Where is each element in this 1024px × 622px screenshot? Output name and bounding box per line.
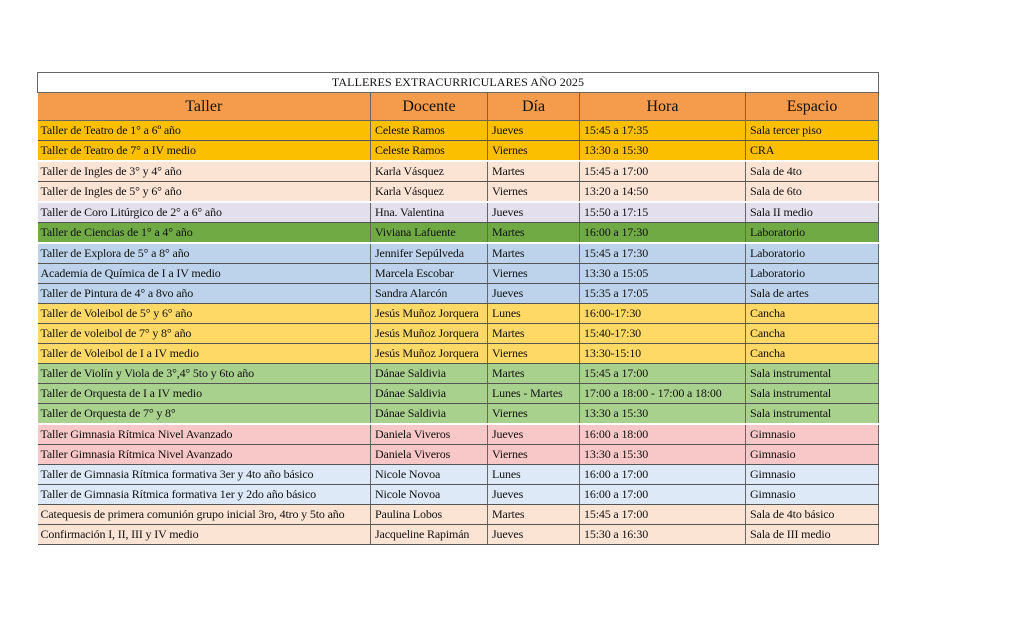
cell-docente: Jennifer Sepúlveda xyxy=(371,243,488,264)
cell-taller: Catequesis de primera comunión grupo inicial 3ro, 4tro y 5to año xyxy=(38,505,371,525)
cell-taller: Taller de Explora de 5° a 8° año xyxy=(38,243,371,264)
cell-hora: 15:45 a 17:35 xyxy=(580,121,746,141)
cell-dia: Jueves xyxy=(488,485,580,505)
cell-taller: Taller de Orquesta de 7° y 8° xyxy=(38,404,371,425)
cell-espacio: Cancha xyxy=(746,324,879,344)
table-row xyxy=(38,445,879,465)
table-row xyxy=(38,404,879,425)
table-row xyxy=(38,264,879,284)
table-header-row xyxy=(38,93,879,121)
cell-docente: Karla Vásquez xyxy=(371,161,488,182)
cell-hora: 16:00 a 18:00 xyxy=(580,424,746,445)
cell-hora: 15:30 a 16:30 xyxy=(580,525,746,545)
table-row xyxy=(38,525,879,545)
cell-espacio: Laboratorio xyxy=(746,264,879,284)
cell-taller: Taller de Coro Litúrgico de 2° a 6° año xyxy=(38,202,371,223)
table-row xyxy=(38,121,879,141)
table-row xyxy=(38,465,879,485)
cell-taller: Taller de Ingles de 5° y 6° año xyxy=(38,182,371,203)
table-row xyxy=(38,161,879,182)
cell-hora: 13:20 a 14:50 xyxy=(580,182,746,203)
cell-docente: Jesús Muñoz Jorquera xyxy=(371,324,488,344)
cell-espacio: Gimnasio xyxy=(746,485,879,505)
cell-docente: Sandra Alarcón xyxy=(371,284,488,304)
cell-espacio: Sala tercer piso xyxy=(746,121,879,141)
cell-taller: Taller Gimnasia Rítmica Nivel Avanzado xyxy=(38,424,371,445)
cell-docente: Dánae Saldivia xyxy=(371,364,488,384)
cell-docente: Daniela Viveros xyxy=(371,445,488,465)
cell-espacio: Cancha xyxy=(746,304,879,324)
cell-hora: 15:45 a 17:00 xyxy=(580,364,746,384)
table-row xyxy=(38,182,879,203)
cell-espacio: Sala instrumental xyxy=(746,404,879,425)
cell-espacio: Gimnasio xyxy=(746,445,879,465)
cell-dia: Jueves xyxy=(488,284,580,304)
cell-espacio: Cancha xyxy=(746,344,879,364)
cell-espacio: Sala instrumental xyxy=(746,364,879,384)
table-title: TALLERES EXTRACURRICULARES AÑO 2025 xyxy=(38,73,879,93)
cell-espacio: Sala de III medio xyxy=(746,525,879,545)
cell-hora: 15:45 a 17:30 xyxy=(580,243,746,264)
cell-dia: Lunes xyxy=(488,465,580,485)
cell-hora: 13:30 a 15:30 xyxy=(580,445,746,465)
cell-docente: Dánae Saldivia xyxy=(371,384,488,404)
cell-taller: Taller de Violín y Viola de 3°,4° 5to y 6to año xyxy=(38,364,371,384)
cell-docente: Hna. Valentina xyxy=(371,202,488,223)
cell-docente: Karla Vásquez xyxy=(371,182,488,203)
cell-dia: Viernes xyxy=(488,404,580,425)
cell-hora: 17:00 a 18:00 - 17:00 a 18:00 xyxy=(580,384,746,404)
cell-espacio: CRA xyxy=(746,141,879,162)
cell-dia: Martes xyxy=(488,324,580,344)
cell-taller: Taller de Teatro de 7° a IV medio xyxy=(38,141,371,162)
table-row xyxy=(38,364,879,384)
cell-docente: Jesús Muñoz Jorquera xyxy=(371,304,488,324)
cell-docente: Celeste Ramos xyxy=(371,121,488,141)
cell-dia: Viernes xyxy=(488,344,580,364)
cell-taller: Taller de voleibol de 7° y 8° año xyxy=(38,324,371,344)
header-hora: Hora xyxy=(580,93,746,121)
cell-espacio: Sala instrumental xyxy=(746,384,879,404)
cell-dia: Jueves xyxy=(488,424,580,445)
cell-hora: 16:00 a 17:00 xyxy=(580,465,746,485)
cell-espacio: Sala de artes xyxy=(746,284,879,304)
cell-taller: Taller de Teatro de 1° a 6º año xyxy=(38,121,371,141)
cell-hora: 15:35 a 17:05 xyxy=(580,284,746,304)
cell-docente: Paulina Lobos xyxy=(371,505,488,525)
cell-hora: 13:30 a 15:30 xyxy=(580,404,746,425)
cell-hora: 15:45 a 17:00 xyxy=(580,505,746,525)
cell-dia: Viernes xyxy=(488,264,580,284)
table-row xyxy=(38,505,879,525)
cell-docente: Nicole Novoa xyxy=(371,465,488,485)
table-row xyxy=(38,304,879,324)
cell-taller: Taller de Gimnasia Rítmica formativa 3er y 4to año básico xyxy=(38,465,371,485)
cell-espacio: Laboratorio xyxy=(746,223,879,244)
header-dia: Día xyxy=(488,93,580,121)
cell-hora: 16:00 a 17:30 xyxy=(580,223,746,244)
cell-taller: Taller de Voleibol de 5° y 6° año xyxy=(38,304,371,324)
cell-dia: Jueves xyxy=(488,525,580,545)
table-row xyxy=(38,202,879,223)
cell-hora: 15:45 a 17:00 xyxy=(580,161,746,182)
cell-espacio: Gimnasio xyxy=(746,424,879,445)
cell-espacio: Sala de 4to básico xyxy=(746,505,879,525)
table-row xyxy=(38,485,879,505)
cell-hora: 15:50 a 17:15 xyxy=(580,202,746,223)
cell-taller: Confirmación I, II, III y IV medio xyxy=(38,525,371,545)
cell-dia: Martes xyxy=(488,161,580,182)
cell-espacio: Gimnasio xyxy=(746,465,879,485)
header-taller: Taller xyxy=(38,93,371,121)
workshops-sheet xyxy=(37,72,878,545)
table-row xyxy=(38,223,879,244)
cell-hora: 13:30 a 15:05 xyxy=(580,264,746,284)
cell-dia: Martes xyxy=(488,243,580,264)
table-row xyxy=(38,284,879,304)
cell-docente: Marcela Escobar xyxy=(371,264,488,284)
cell-dia: Jueves xyxy=(488,121,580,141)
header-espacio: Espacio xyxy=(746,93,879,121)
table-row xyxy=(38,324,879,344)
workshops-table xyxy=(37,72,879,545)
cell-dia: Martes xyxy=(488,364,580,384)
cell-taller: Taller de Ingles de 3° y 4° año xyxy=(38,161,371,182)
cell-espacio: Sala de 6to xyxy=(746,182,879,203)
cell-espacio: Laboratorio xyxy=(746,243,879,264)
table-row xyxy=(38,384,879,404)
cell-dia: Viernes xyxy=(488,141,580,162)
table-row xyxy=(38,424,879,445)
cell-docente: Daniela Viveros xyxy=(371,424,488,445)
cell-dia: Jueves xyxy=(488,202,580,223)
cell-taller: Academia de Química de I a IV medio xyxy=(38,264,371,284)
cell-hora: 15:40-17:30 xyxy=(580,324,746,344)
cell-taller: Taller de Pintura de 4° a 8vo año xyxy=(38,284,371,304)
cell-espacio: Sala de 4to xyxy=(746,161,879,182)
cell-espacio: Sala II medio xyxy=(746,202,879,223)
cell-taller: Taller de Voleibol de I a IV medio xyxy=(38,344,371,364)
table-row xyxy=(38,344,879,364)
cell-taller: Taller Gimnasia Rítmica Nivel Avanzado xyxy=(38,445,371,465)
cell-dia: Viernes xyxy=(488,182,580,203)
cell-dia: Viernes xyxy=(488,445,580,465)
cell-docente: Jacqueline Rapimán xyxy=(371,525,488,545)
table-row xyxy=(38,141,879,162)
table-title-row xyxy=(38,73,879,93)
cell-dia: Lunes xyxy=(488,304,580,324)
cell-dia: Martes xyxy=(488,223,580,244)
cell-hora: 16:00 a 17:00 xyxy=(580,485,746,505)
cell-docente: Jesús Muñoz Jorquera xyxy=(371,344,488,364)
cell-dia: Martes xyxy=(488,505,580,525)
table-row xyxy=(38,243,879,264)
cell-dia: Lunes - Martes xyxy=(488,384,580,404)
cell-hora: 13:30-15:10 xyxy=(580,344,746,364)
cell-taller: Taller de Gimnasia Rítmica formativa 1er y 2do año básico xyxy=(38,485,371,505)
cell-docente: Nicole Novoa xyxy=(371,485,488,505)
cell-docente: Viviana Lafuente xyxy=(371,223,488,244)
cell-taller: Taller de Orquesta de I a IV medio xyxy=(38,384,371,404)
cell-docente: Dánae Saldivia xyxy=(371,404,488,425)
cell-taller: Taller de Ciencias de 1° a 4° año xyxy=(38,223,371,244)
cell-hora: 16:00-17:30 xyxy=(580,304,746,324)
cell-docente: Celeste Ramos xyxy=(371,141,488,162)
cell-hora: 13:30 a 15:30 xyxy=(580,141,746,162)
header-docente: Docente xyxy=(371,93,488,121)
